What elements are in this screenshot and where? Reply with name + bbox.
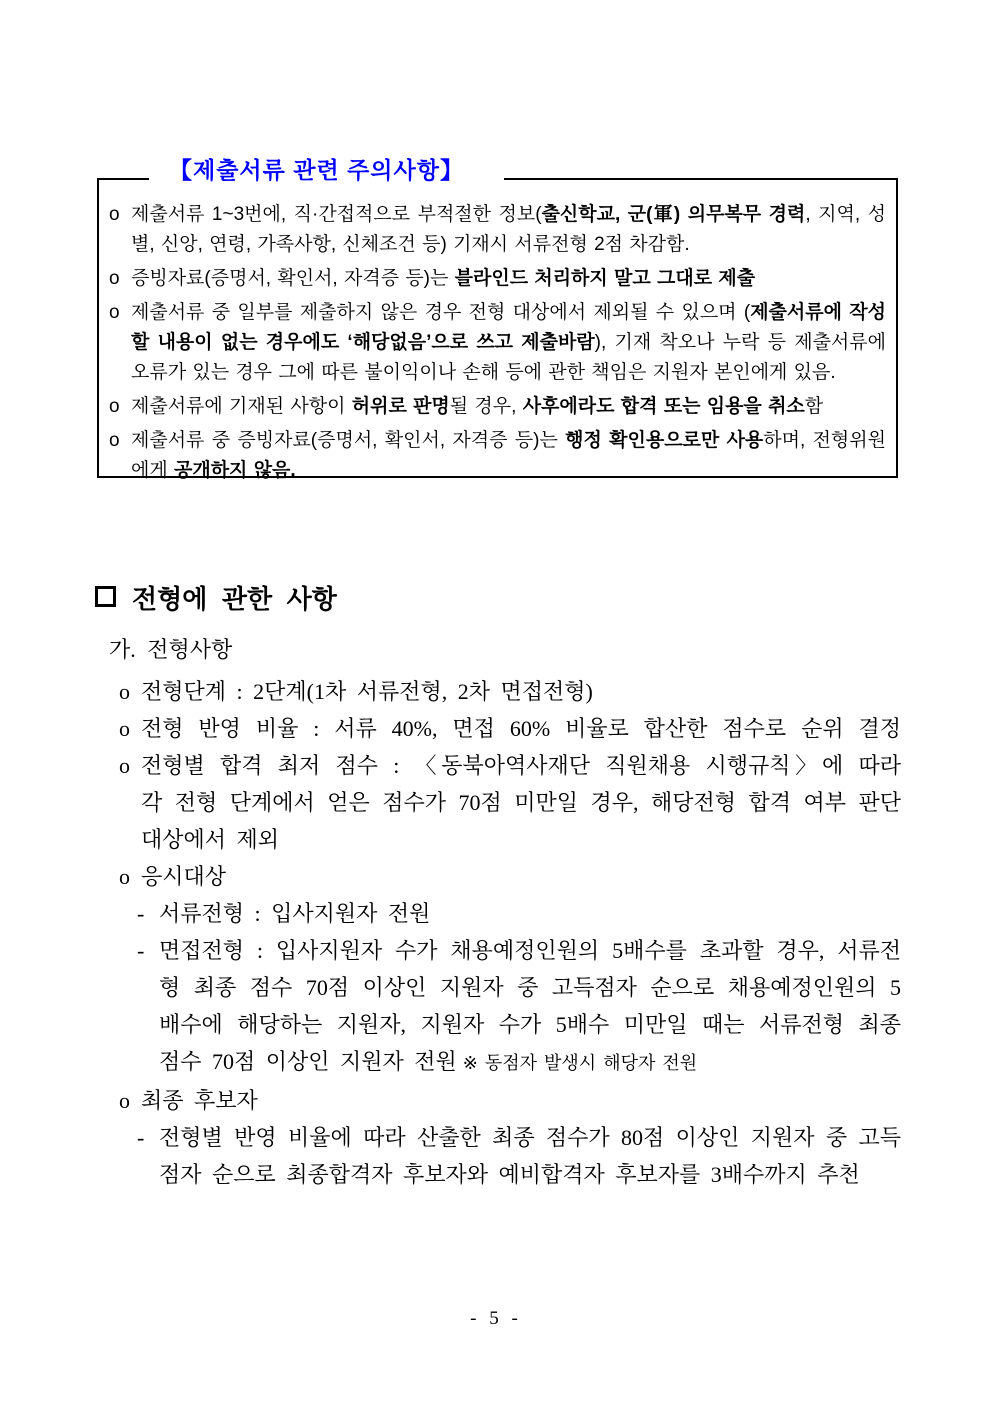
tie-breaker-note: ※ 동점자 발생시 해당자 전원 (462, 1053, 698, 1073)
bullet-dash-marker: - (137, 1125, 145, 1150)
section-line (95, 1082, 901, 1119)
notice-text-bold: 블라인드 처리하지 말고 그대로 제출 (454, 268, 756, 289)
section-line-text: 각 전형 단계에서 얻은 점수가 70점 미만일 경우, 해당전형 합격 여부 판단 (141, 790, 901, 815)
section-line-text: 전형 반영 비율 : 서류 40%, 면접 60% 비율로 합산한 점수로 순위 결정 (141, 716, 901, 741)
bullet-o-marker: o (109, 268, 120, 289)
notice-text-bold: 사후에라도 합격 또는 임용을 취소 (522, 396, 805, 417)
notice-text-bold: 제출서류에 작성할 내용이 없는 경우에도 ‘해당없음’으로 쓰고 제출바람 (131, 302, 886, 353)
section-line-text: 점자 순으로 최종합격자 후보자와 예비합격자 후보자를 3배수까지 추천 (159, 1162, 860, 1187)
bullet-o-marker: o (119, 1088, 130, 1113)
section-line-text: 점수 70점 이상인 지원자 전원 (159, 1049, 457, 1074)
notice-text-bold: 공개하지 않음. (174, 460, 296, 481)
notice-text: , 지역, 성별, 신앙, 연령, 가족사항, 신체조건 등) 기재시 서류전형 2점 차감함. (131, 204, 886, 255)
section-line (95, 1043, 901, 1082)
subheading-label: 가. (109, 637, 136, 662)
bullet-o-marker: o (119, 753, 130, 778)
section-line (95, 747, 901, 784)
notice-item (107, 298, 886, 388)
section-line (95, 932, 901, 969)
section-line (95, 1006, 901, 1043)
section-line-text: 전형별 합격 최저 점수 : 〈동북아역사재단 직원채용 시행규칙〉에 따라 (141, 753, 901, 778)
notice-item (107, 200, 886, 260)
notice-text: 될 경우, (449, 396, 523, 417)
notice-text-bold: 출신학교, 군(軍) 의무복무 경력 (541, 204, 806, 225)
bullet-o-marker: o (119, 716, 130, 741)
bullet-o-marker: o (109, 430, 120, 451)
bullet-o-marker: o (109, 396, 120, 417)
section-line-text: 최종 후보자 (141, 1088, 258, 1113)
section-line-text: 서류전형 : 입사지원자 전원 (159, 901, 431, 926)
section-line (95, 1119, 901, 1156)
section-line (95, 673, 901, 710)
section-heading-label: 전형에 관한 사항 (132, 585, 337, 614)
section-line (95, 784, 901, 821)
notice-text: 제출서류 중 증빙자료(증명서, 확인서, 자격증 등)는 (131, 430, 566, 451)
section-line-text: 형 최종 점수 70점 이상인 지원자 중 고득점자 순으로 채용예정인원의 5 (159, 975, 901, 1000)
section-line-text: 전형단계 : 2단계(1차 서류전형, 2차 면접전형) (141, 679, 593, 704)
notice-text: 하며, 전형위원에게 (131, 430, 886, 481)
bullet-dash-marker: - (137, 938, 145, 963)
bullet-o-marker: o (109, 302, 120, 323)
section-subheading (95, 637, 901, 663)
section-heading (95, 585, 901, 615)
notice-text: 제출서류 중 일부를 제출하지 않은 경우 전형 대상에서 제외될 수 있으며 ( (131, 302, 751, 323)
section-line-text: 응시대상 (141, 864, 227, 889)
section-line (95, 895, 901, 932)
square-bullet-icon (95, 586, 116, 607)
notice-box (97, 157, 898, 481)
notice-item (107, 264, 886, 294)
section-lines (95, 673, 901, 1193)
bullet-o-marker: o (109, 204, 120, 225)
bullet-o-marker: o (119, 864, 130, 889)
notice-item (107, 426, 886, 486)
section-line-text: 배수에 해당하는 지원자, 지원자 수가 5배수 미만일 때는 서류전형 최종 (159, 1012, 901, 1037)
notice-text: 제출서류에 기재된 사항이 (131, 396, 352, 417)
bullet-o-marker: o (119, 679, 130, 704)
notice-item (107, 392, 886, 422)
notice-box-title: 【제출서류 관련 주의사항】 (149, 156, 504, 186)
section-line-text: 전형별 반영 비율에 따라 산출한 최종 점수가 80점 이상인 지원자 중 고득 (159, 1125, 901, 1150)
notice-text: 증빙자료(증명서, 확인서, 자격증 등)는 (131, 268, 455, 289)
section-line (95, 821, 901, 858)
section-line-text: 면접전형 : 입사지원자 수가 채용예정인원의 5배수를 초과할 경우, 서류전 (159, 938, 901, 963)
page-number: - 5 - (470, 1308, 522, 1329)
notice-text-bold: 행정 확인용으로만 사용 (565, 430, 764, 451)
subheading-title: 전형사항 (147, 637, 233, 662)
section-line (95, 710, 901, 747)
notice-text: 함 (804, 396, 824, 417)
notice-text: 제출서류 1~3번에, 직·간접적으로 부적절한 정보( (131, 204, 542, 225)
notice-text-bold: 허위로 판명 (351, 396, 450, 417)
section-line-text: 대상에서 제외 (141, 827, 280, 852)
section-line (95, 858, 901, 895)
notice-text: ), 기재 착오나 누락 등 제출서류에 오류가 있는 경우 그에 따른 불이익이나 손해 등에 관한 책임은 지원자 본인에게 있음. (131, 332, 886, 383)
notice-box-items (99, 180, 896, 498)
bullet-dash-marker: - (137, 901, 145, 926)
section-line (95, 1156, 901, 1193)
selection-section (95, 585, 901, 1193)
section-line (95, 969, 901, 1006)
